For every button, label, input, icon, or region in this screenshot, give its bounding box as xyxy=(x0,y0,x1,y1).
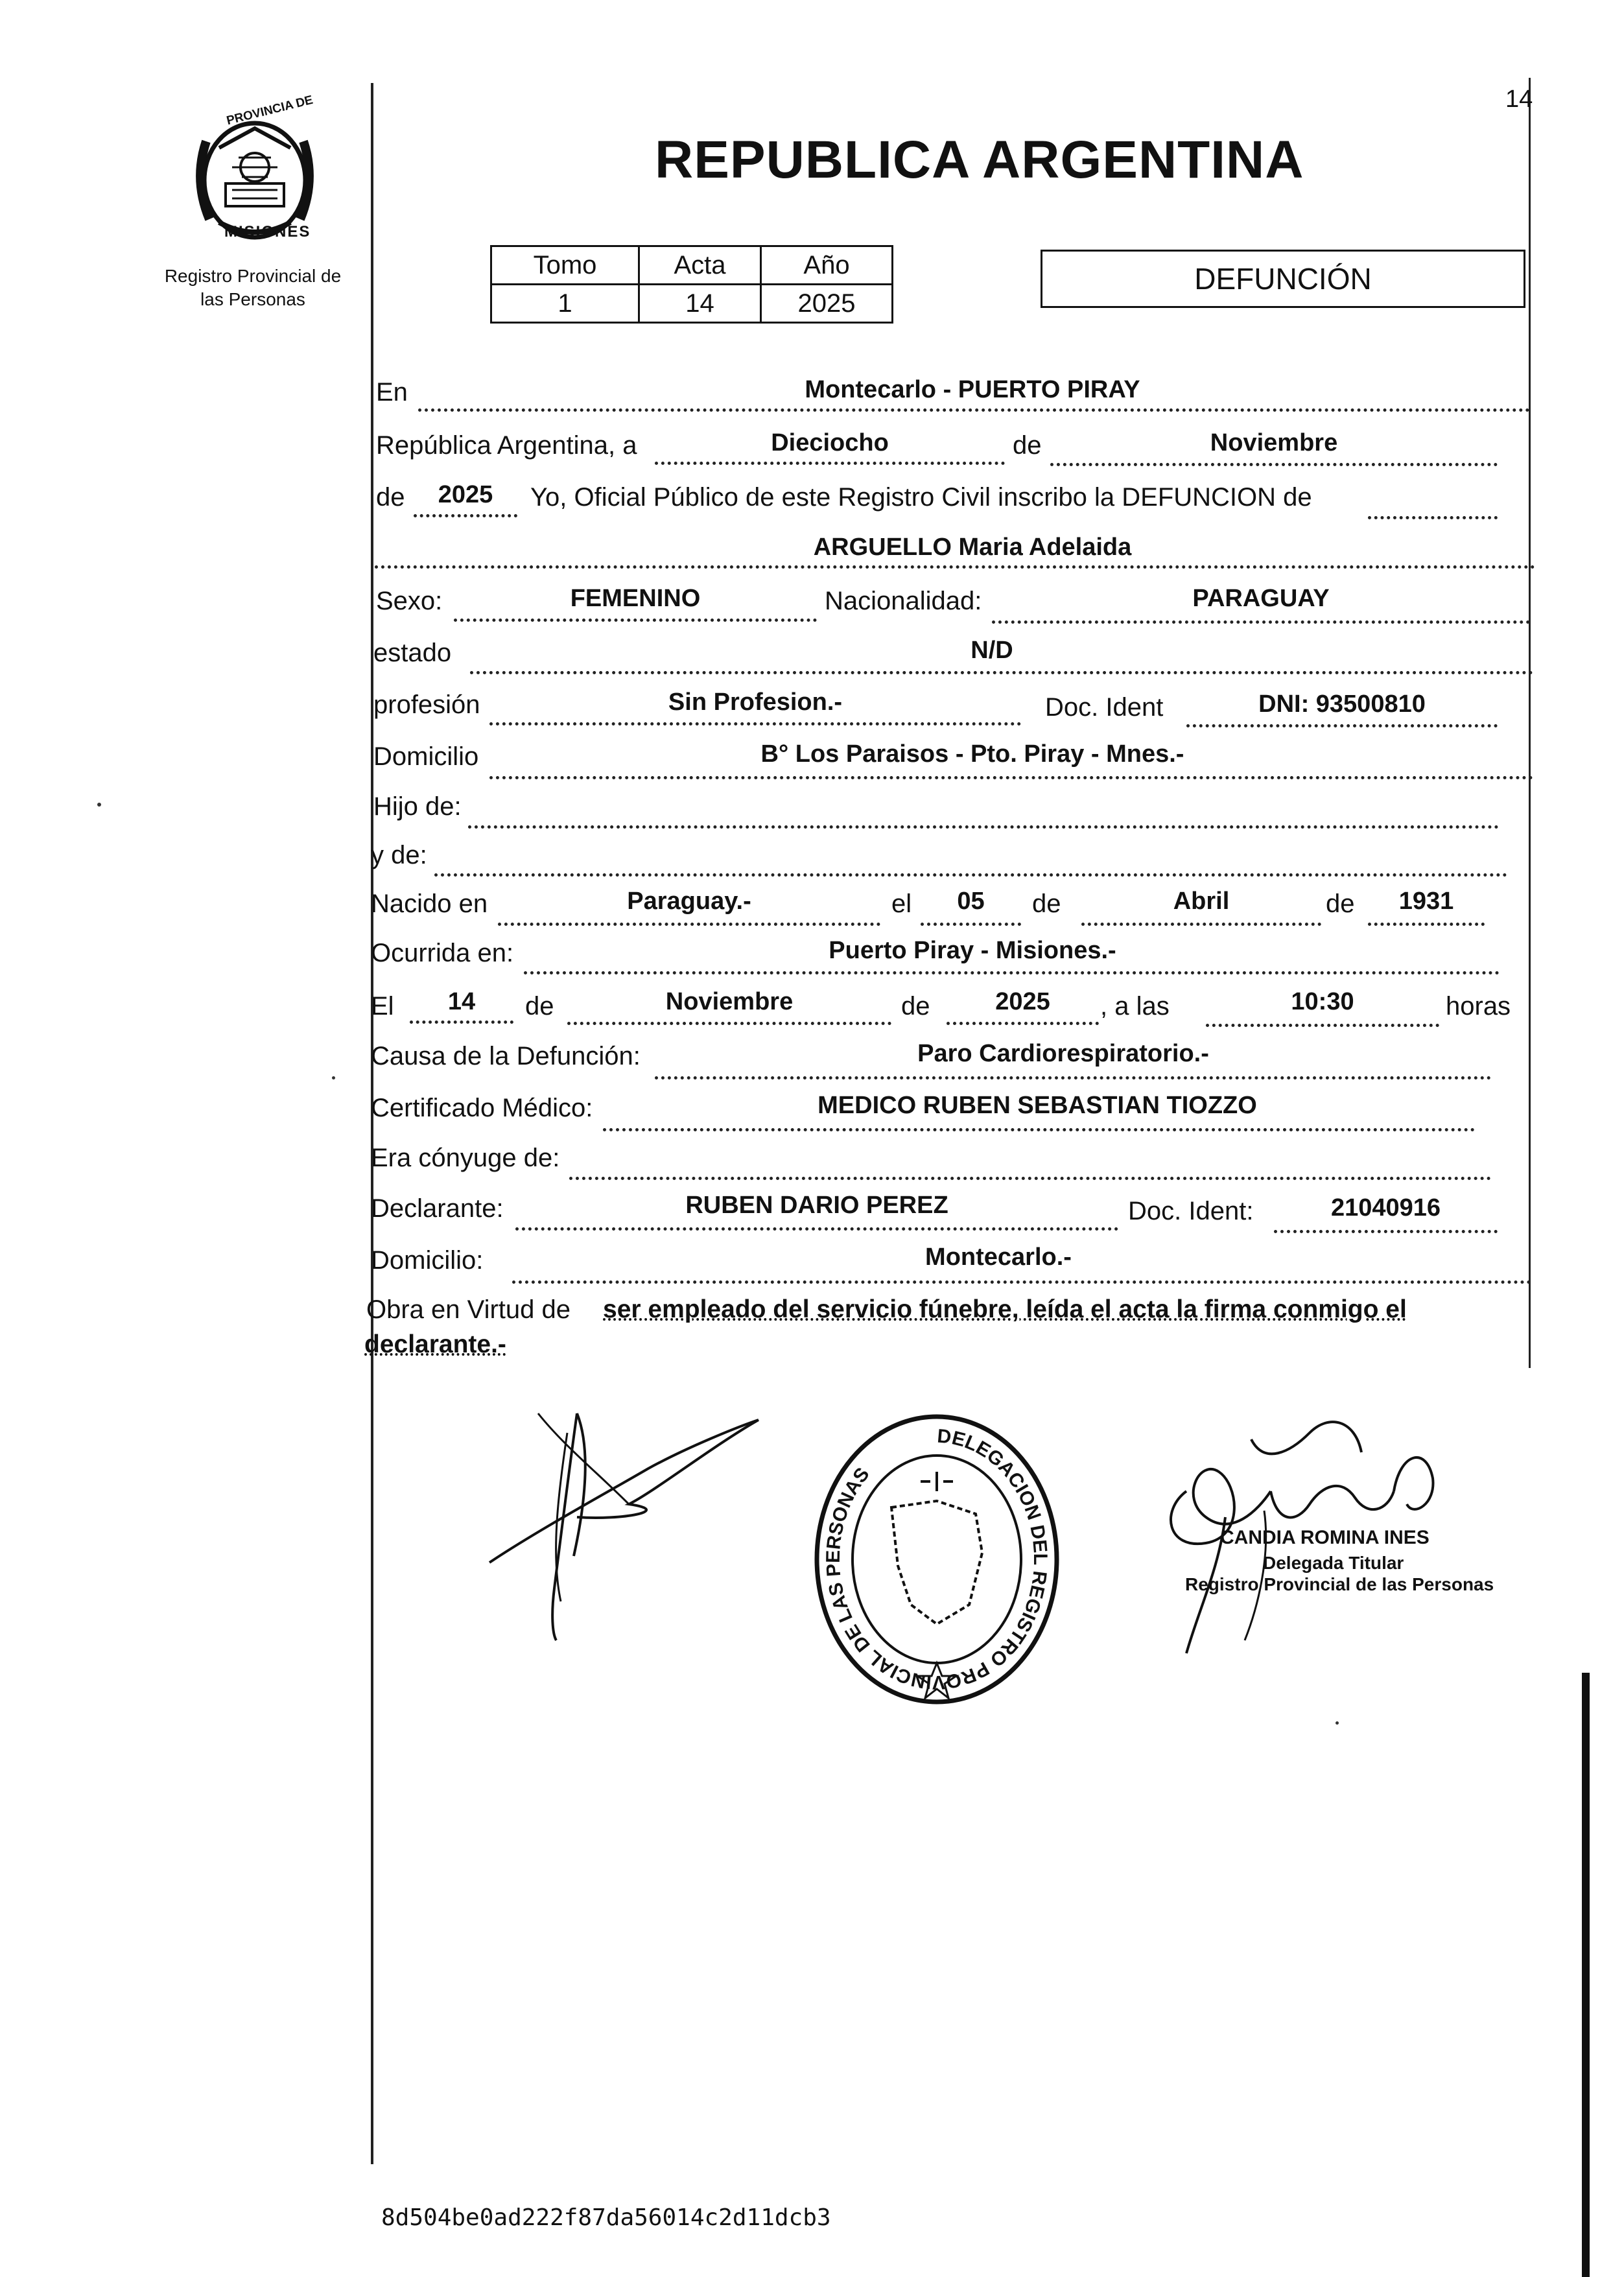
page-title: REPUBLICA ARGENTINA xyxy=(655,130,1304,189)
estado-dots xyxy=(470,671,1533,674)
death-time-value: 10:30 xyxy=(1291,988,1354,1015)
day-words-value: Dieciocho xyxy=(771,429,889,456)
label-nacido-en: Nacido en xyxy=(371,890,488,918)
label-y-de: y de: xyxy=(371,841,427,869)
death-place-value: Puerto Piray - Misiones.- xyxy=(829,937,1116,964)
logo-text-bottom: MISIONES xyxy=(224,223,311,241)
page-number: 14 xyxy=(1505,86,1533,113)
registry-header-row xyxy=(491,246,893,285)
obra-text-line2: declarante.- xyxy=(364,1330,506,1358)
birth-day-dots xyxy=(921,923,1021,926)
death-day-dots xyxy=(410,1021,513,1024)
stray-mark-1 xyxy=(97,803,101,807)
label-estado: estado xyxy=(373,639,452,667)
label-de-birth-year: de xyxy=(1326,890,1355,918)
registry-table xyxy=(490,245,893,324)
label-conyuge: Era cónyuge de: xyxy=(371,1144,560,1172)
deceased-name-value: ARGUELLO Maria Adelaida xyxy=(813,534,1132,561)
death-day-value: 14 xyxy=(447,988,476,1015)
label-ocurrida-en: Ocurrida en: xyxy=(371,939,514,967)
label-yo-oficial: Yo, Oficial Público de este Registro Civil inscribo la DEFUNCION de xyxy=(530,483,1312,512)
label-causa: Causa de la Defunción: xyxy=(371,1042,641,1070)
misiones-emblem xyxy=(180,93,329,252)
nacionalidad-dots xyxy=(992,620,1530,624)
official-name: CANDIA ROMINA INES xyxy=(1220,1527,1430,1548)
tomo-value: 1 xyxy=(491,285,639,323)
right-edge-bar xyxy=(1582,1673,1590,2277)
death-month-dots xyxy=(567,1022,891,1025)
label-declarante: Declarante: xyxy=(371,1194,504,1223)
label-sexo: Sexo: xyxy=(376,587,443,615)
death-year-dots xyxy=(947,1022,1099,1025)
label-de-month: de xyxy=(1013,431,1042,460)
official-seal xyxy=(807,1410,1066,1708)
birth-month-dots xyxy=(1081,923,1321,926)
label-en: En xyxy=(376,378,408,407)
label-el: el xyxy=(891,890,912,918)
label-nacionalidad: Nacionalidad: xyxy=(825,587,982,615)
death-time-dots xyxy=(1206,1024,1439,1027)
ano-header: Año xyxy=(761,246,893,285)
profesion-value: Sin Profesion.- xyxy=(668,689,843,716)
registry-value-row xyxy=(491,285,893,323)
y-de-dots xyxy=(434,873,1507,877)
stray-mark-2 xyxy=(332,1076,335,1080)
medical-cert-value: MEDICO RUBEN SEBASTIAN TIOZZO xyxy=(818,1092,1257,1119)
label-doc-ident-declarant: Doc. Ident: xyxy=(1128,1197,1254,1225)
month-value: Noviembre xyxy=(1210,429,1338,456)
ano-value: 2025 xyxy=(761,285,893,323)
org-line-2: las Personas xyxy=(200,289,305,309)
label-doc-ident: Doc. Ident xyxy=(1045,693,1164,722)
birth-year-dots xyxy=(1368,923,1485,926)
domicilio-value: B° Los Paraisos - Pto. Piray - Mnes.- xyxy=(760,740,1184,768)
doc-ident-dots xyxy=(1186,724,1498,727)
org-line-1: Registro Provincial de xyxy=(164,266,342,286)
tomo-header: Tomo xyxy=(491,246,639,285)
sexo-value: FEMENINO xyxy=(570,585,701,612)
label-obra-en-virtud: Obra en Virtud de xyxy=(366,1295,571,1324)
stray-mark-3 xyxy=(1336,1721,1339,1725)
domicilio-dots xyxy=(489,776,1533,779)
medical-cert-dots xyxy=(603,1128,1475,1131)
sexo-dots xyxy=(454,619,817,622)
label-hijo-de: Hijo de: xyxy=(373,792,462,821)
day-dots xyxy=(655,462,1005,465)
official-org: Registro Provincial de las Personas xyxy=(1185,1574,1494,1594)
right-margin-line xyxy=(1529,78,1531,1368)
obra-text-line1: ser empleado del servicio fúnebre, leída el acta la firma conmigo el xyxy=(603,1295,1407,1323)
label-de-birth-month: de xyxy=(1032,890,1061,918)
declarant-doc-value: 21040916 xyxy=(1330,1194,1441,1221)
cause-dots xyxy=(655,1076,1491,1080)
cause-value: Paro Cardiorespiratorio.- xyxy=(917,1040,1209,1067)
place-dots xyxy=(418,408,1530,412)
birth-place-dots xyxy=(498,923,880,926)
birth-month-value: Abril xyxy=(1173,888,1230,915)
label-a-las: , a las xyxy=(1100,992,1170,1021)
acta-header: Acta xyxy=(639,246,761,285)
year-dots xyxy=(414,514,517,517)
label-certificado: Certificado Médico: xyxy=(371,1094,593,1122)
death-month-value: Noviembre xyxy=(665,988,794,1015)
profesion-dots xyxy=(489,722,1021,726)
label-de-death-month: de xyxy=(525,992,554,1021)
nacionalidad-value: PARAGUAY xyxy=(1192,585,1330,612)
document-hash: 8d504be0ad222f87da56014c2d11dcb3 xyxy=(381,2204,831,2231)
birth-place-value: Paraguay.- xyxy=(627,888,751,915)
label-de-year: de xyxy=(376,483,405,512)
left-margin-line xyxy=(371,83,373,2164)
hijo-de-dots xyxy=(468,825,1499,829)
birth-day-value: 05 xyxy=(957,888,985,915)
declarant-value: RUBEN DARIO PEREZ xyxy=(685,1192,948,1219)
year-value: 2025 xyxy=(438,481,493,508)
name-dots xyxy=(375,565,1535,569)
label-profesion: profesión xyxy=(373,690,480,719)
seal-ring-text: DELEGACION DEL REGISTRO PROVINCIAL DE LAS PERSONAS xyxy=(822,1425,1051,1693)
month-dots xyxy=(1050,463,1498,466)
official-role: Delegada Titular xyxy=(1263,1553,1404,1573)
place-value: Montecarlo - PUERTO PIRAY xyxy=(805,376,1140,403)
label-el-cap: El xyxy=(371,992,394,1021)
oficial-dots xyxy=(1368,516,1498,519)
declarant-domicile-value: Montecarlo.- xyxy=(925,1244,1072,1271)
death-place-dots xyxy=(524,971,1500,974)
acta-value: 14 xyxy=(639,285,761,323)
record-type-box: DEFUNCIÓN xyxy=(1041,250,1525,308)
doc-ident-value: DNI: 93500810 xyxy=(1258,690,1426,718)
label-de-death-year: de xyxy=(901,992,930,1021)
label-domicilio-declarant: Domicilio: xyxy=(371,1246,484,1275)
declarant-domicile-dots xyxy=(512,1280,1531,1284)
birth-year-value: 1931 xyxy=(1398,888,1454,915)
label-horas: horas xyxy=(1446,992,1511,1021)
spouse-dots xyxy=(569,1177,1491,1180)
label-republica: República Argentina, a xyxy=(376,431,637,460)
registry-org-name xyxy=(143,265,363,311)
label-domicilio: Domicilio xyxy=(373,742,479,771)
declarant-signature xyxy=(480,1407,765,1647)
declarant-doc-dots xyxy=(1274,1230,1498,1233)
declarant-dots xyxy=(515,1227,1118,1231)
death-year-value: 2025 xyxy=(995,988,1050,1015)
logo-text-top: PROVINCIA DE xyxy=(225,93,314,128)
estado-value: N/D xyxy=(971,637,1013,664)
